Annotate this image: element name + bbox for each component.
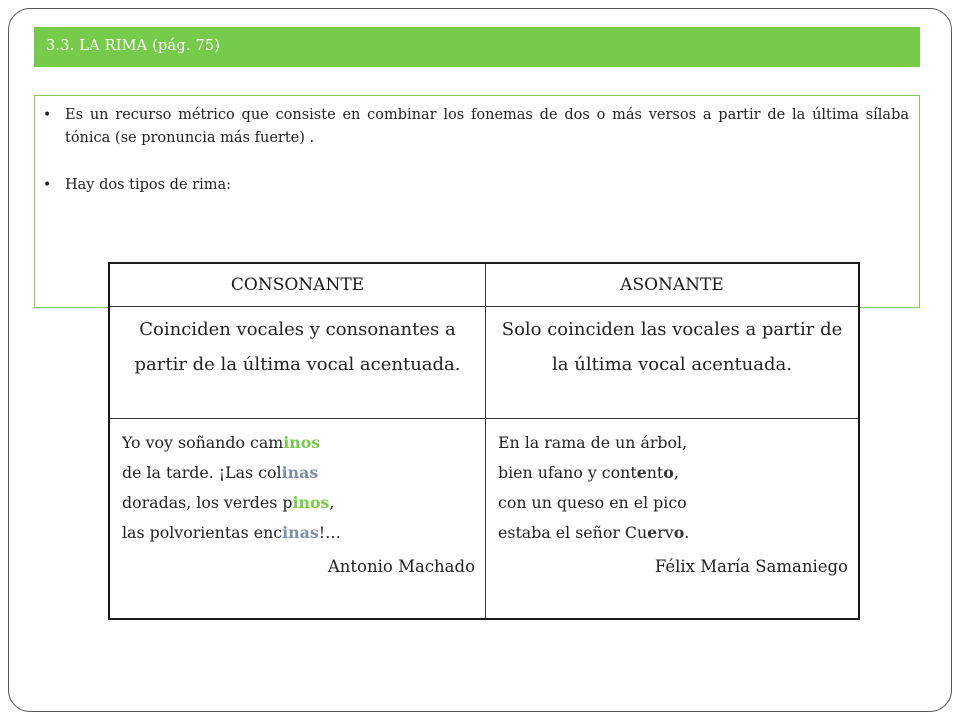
bullet-icon: •	[43, 107, 52, 123]
definition-consonante: Coinciden vocales y consonantes a partir de la última vocal acentuada.	[110, 307, 486, 419]
bullet-text: Es un recurso métrico que consiste en combinar los fonemas de dos o más versos a partir de la última sílaba tónica (se pronuncia más fuerte) .	[65, 107, 909, 146]
header-consonante: CONSONANTE	[110, 264, 486, 307]
poem-line: con un queso en el pico	[498, 493, 687, 512]
rhyme-highlight: e	[636, 463, 647, 482]
bullet-icon: •	[43, 177, 52, 193]
rhyme-highlight: e	[647, 523, 658, 542]
rhyme-highlight: o	[663, 463, 674, 482]
rhyme-highlight: inas	[282, 523, 319, 542]
poem-consonante	[110, 419, 486, 618]
poem-author: Antonio Machado	[327, 557, 475, 576]
poem-line: Yo voy soñando caminos	[122, 433, 321, 452]
poem-line: doradas, los verdes pinos,	[122, 493, 335, 512]
rhyme-highlight: o	[673, 523, 685, 542]
poem-line: las polvorientas encinas!…	[122, 523, 341, 542]
slide-title: 3.3. LA RIMA (pág. 75)	[34, 27, 920, 67]
poem-line: bien ufano y contento,	[498, 463, 679, 482]
poem-line: En la rama de un árbol,	[498, 433, 688, 452]
bullet-item	[43, 104, 909, 150]
header-asonante: ASONANTE	[486, 264, 858, 307]
bullet-item	[43, 174, 909, 197]
rima-table	[108, 262, 860, 620]
poem-author: Félix María Samaniego	[654, 557, 848, 576]
bullet-text: Hay dos tipos de rima:	[65, 177, 231, 193]
poem-line: estaba el señor Cuervo.	[498, 523, 690, 542]
definition-asonante: Solo coinciden las vocales a partir de la última vocal acentuada.	[486, 307, 858, 419]
rhyme-highlight: inas	[281, 463, 319, 482]
poem-line: de la tarde. ¡Las colinas	[122, 463, 319, 482]
poem-asonante	[486, 419, 858, 618]
rhyme-highlight: inos	[292, 493, 330, 512]
rhyme-highlight: inos	[283, 433, 321, 452]
